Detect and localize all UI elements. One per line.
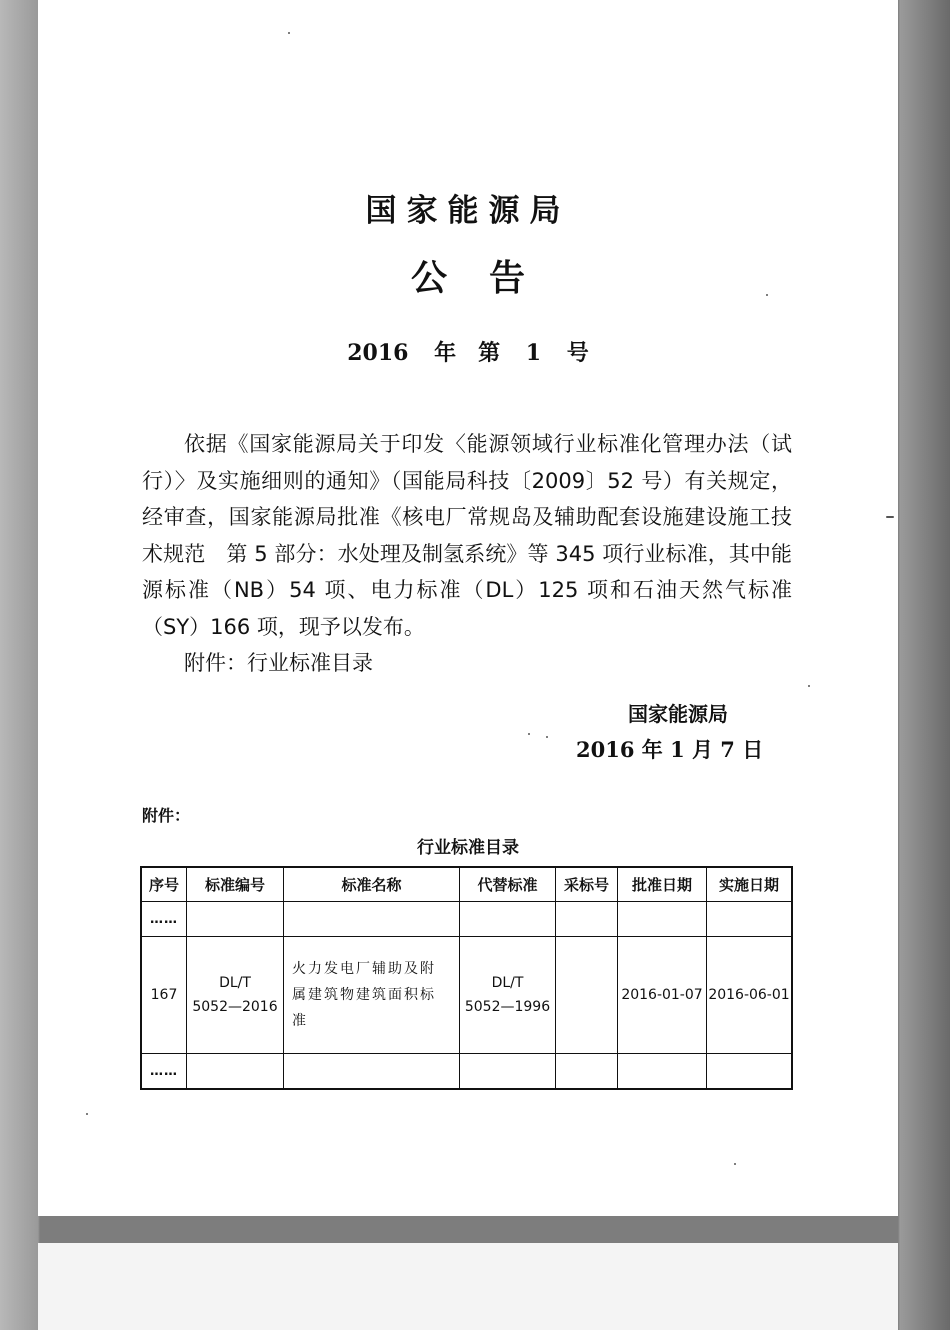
attachment-reference: 附件：行业标准目录 <box>184 651 373 675</box>
scan-speck <box>288 32 290 34</box>
issue-number: 2016 年 第 1 号 <box>347 340 589 366</box>
document-type-title: 公告 <box>410 258 567 299</box>
attachment-label: 附件： <box>142 806 191 825</box>
column-header-adopt: 采标号 <box>556 867 618 902</box>
cell-approval-date: 2016-01-07 <box>618 937 707 1054</box>
column-header-approval-date: 批准日期 <box>618 867 707 902</box>
code-line1: DL/T <box>219 975 251 991</box>
code-line2: 5052—2016 <box>192 999 278 1015</box>
scan-speck <box>528 733 530 735</box>
scan-speck <box>766 294 768 296</box>
column-header-code: 标准编号 <box>187 867 284 902</box>
column-header-replaces: 代替标准 <box>460 867 556 902</box>
table-row-ellipsis <box>141 1054 792 1090</box>
next-page-edge <box>38 1243 898 1330</box>
column-header-seq: 序号 <box>141 867 187 902</box>
cell-implementation-date: 2016-06-01 <box>707 937 793 1054</box>
signature-organization: 国家能源局 <box>628 702 728 726</box>
standards-list-title: 行业标准目录 <box>417 838 519 858</box>
scan-speck <box>808 685 810 687</box>
document-page <box>38 0 898 1216</box>
signature-date: 2016 年 1 月 7 日 <box>576 737 764 762</box>
scan-speck <box>734 1163 736 1165</box>
scan-speck <box>886 516 894 518</box>
announcement-paragraph: 依据《国家能源局关于印发〈能源领域行业标准化管理办法（试行）〉及实施细则的通知》（国能局科技〔2009〕52 号）有关规定，经审查，国家能源局批准《核电厂常规岛及辅助配套设施建设施工技术规范 第 5 部分：水处理及制氢系统》等 345 项行业标准，其中能源标准（NB）54 项、电力标准（DL）125 项和石油天然气标准（SY）166 项，现予以发布。 <box>142 432 792 639</box>
cell-name: 火力发电厂辅助及附属建筑物建筑面积标准 <box>284 937 460 1054</box>
table-row-ellipsis <box>141 902 792 937</box>
cell-seq: 167 <box>141 937 187 1054</box>
cell-replaces <box>460 937 556 1054</box>
ellipsis-cell: …… <box>141 1054 187 1090</box>
standards-table <box>140 866 793 1090</box>
issuing-organization-title: 国家能源局 <box>365 193 571 229</box>
scan-speck <box>546 736 548 738</box>
replaces-line2: 5052—1996 <box>464 999 551 1015</box>
column-header-implementation-date: 实施日期 <box>707 867 793 902</box>
table-row <box>141 937 792 1054</box>
announcement-body <box>142 426 792 682</box>
table-header-row <box>141 867 792 902</box>
ellipsis-cell: …… <box>141 902 187 937</box>
cell-code <box>187 937 284 1054</box>
scan-speck <box>86 1113 88 1115</box>
cell-adopt <box>556 937 618 1054</box>
replaces-line1: DL/T <box>491 975 524 991</box>
column-header-name: 标准名称 <box>284 867 460 902</box>
